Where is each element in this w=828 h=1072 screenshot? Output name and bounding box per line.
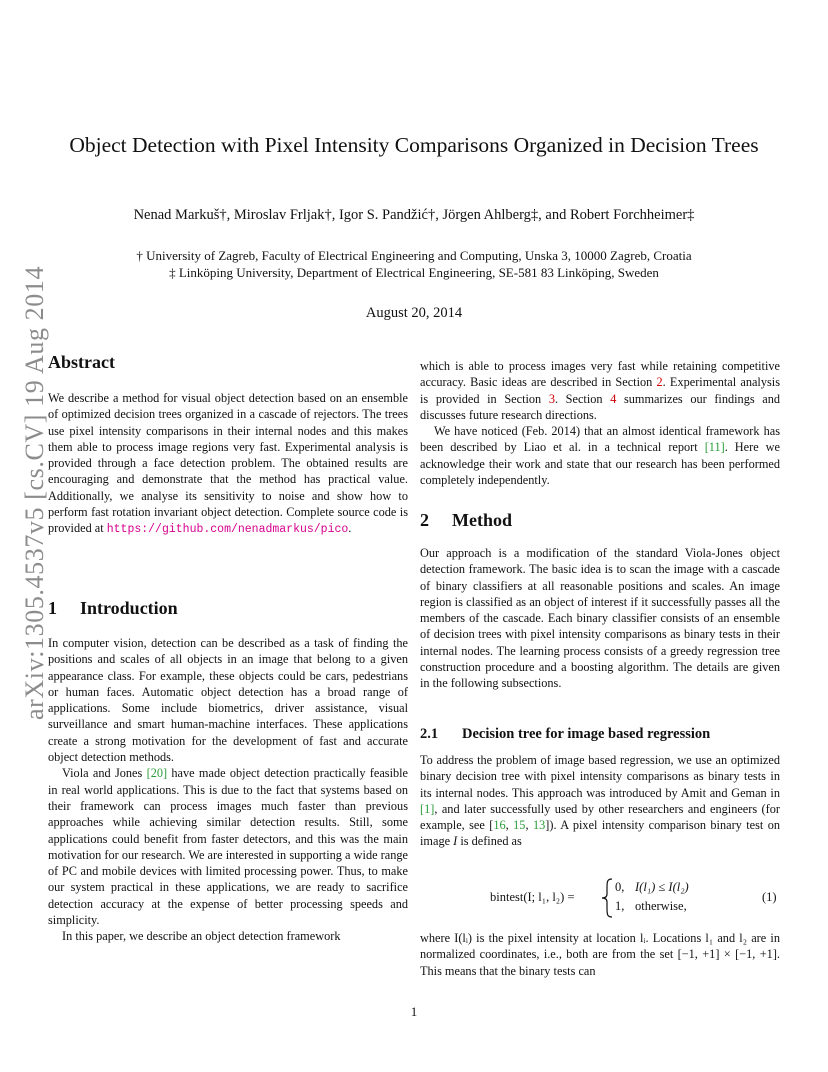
abstract-body [48, 390, 408, 539]
subsection-heading [420, 726, 780, 743]
case-1-value: 0, [615, 880, 625, 894]
affiliation-zagreb: † University of Zagreb, Faculty of Electrical Engineering and Computing, Unska 3, 10000 Zagreb, Croatia [136, 248, 692, 263]
abstract-end: . [348, 521, 352, 536]
paper-title: Object Detection with Pixel Intensity Comparisons Organized in Decision Trees [69, 133, 759, 157]
acknowledgement-paragraph: We have noticed (Feb. 2014) that an almost identical framework has been described by Liao et al. in a technical report [11]. Here we acknowledge their work and state that our research has been performed completely independently. [420, 424, 781, 488]
author-list: Nenad Markuš†, Miroslav Frljak†, Igor S. Pandžić†, Jörgen Ahlberg‡, and Robert Forchheimer‡ [133, 207, 695, 223]
method-heading [420, 510, 780, 531]
bintest-explanation [420, 930, 780, 979]
intro-paragraph-1: In computer vision, detection can be described as a task of finding the positions and scales of all objects in an image that belong to a given appearance class. For example, these objects could be cars, pedestrians or human faces. Automatic object detection has a broad range of applications. Some include biometrics, driver assistance, visual surveillance and smart human-machine interfaces. These applications create a strong motivation for the development of fast and accurate object detection methods. [48, 636, 408, 765]
citation-20[interactable]: [20] [146, 766, 168, 781]
affiliation-linkoping: ‡ Linköping University, Department of Electrical Engineering, SE-581 83 Linköping, Sweden [169, 265, 659, 280]
intro-continuation [420, 358, 780, 488]
image-variable: I [453, 834, 458, 849]
citation-11[interactable]: [11] [704, 440, 725, 455]
section-ref-2[interactable]: 2 [656, 375, 663, 390]
case-2-condition: otherwise, [635, 899, 687, 913]
citation-1[interactable]: [1] [420, 801, 435, 816]
bintest-intro-paragraph: To address the problem of image based regression, we use an optimized binary decision tree with pixel intensity comparisons as binary tests in its internal nodes. This approach was introduced by Amit and Geman in [1], and later successfully used by other researchers and engineers (for example, see [16, 15, 13]). A pixel intensity comparison binary test on image I is defined as [420, 753, 781, 849]
case-1-condition: I(l₁) ≤ I(l₂) [635, 880, 689, 894]
arxiv-identifier-watermark: arXiv:1305.4537v5 [cs.CV] 19 Aug 2014 [20, 265, 49, 720]
method-paragraph: Our approach is a modification of the standard Viola-Jones object detection framework. The basic idea is to scan the image with a cascade of binary classifiers at all reasonable positions and scales. An image region is classified as an object of interest if it successfully passes all the members of the cascade. Each binary classifier consists of an ensemble of decision trees with pixel intensity comparisons as binary tests in their internal nodes. The learning process consists of a greedy regression tree construction procedure and a boosting algorithm. The details are given in the following subsections. [420, 546, 780, 691]
subsection-body [420, 752, 780, 850]
intro-paragraph-3: In this paper, we describe an object detection framework [62, 929, 341, 944]
publication-date: August 20, 2014 [365, 305, 463, 321]
source-code-link[interactable]: https://github.com/nenadmarkus/pico [106, 523, 349, 537]
citation-16[interactable]: 16 [493, 818, 506, 833]
method-title: Method [452, 510, 512, 530]
equation-1 [420, 878, 780, 918]
intro-title: Introduction [80, 598, 178, 618]
roadmap-paragraph: which is able to process images very fast while retaining competitive accuracy. Basic ideas are described in Section 2. Experimental analysis is provided in Section 3. Section 4 summarizes our findings and discusses future research directions. [420, 359, 780, 422]
case-2-value: 1, [615, 899, 625, 913]
brace-icon [601, 878, 613, 918]
equation-lhs: bintest(I; l₁, l₂) = [490, 890, 575, 904]
bintest-paragraph: where I(lᵢ) is the pixel intensity at location lᵢ. Locations l₁ and l₂ are in normalized coordinates, i.e., both are from the set [−1, +1] × [−1, +1]. This means that the binary tests can [420, 931, 780, 978]
intro-number: 1 [48, 598, 57, 618]
equation-number: (1) [762, 890, 777, 904]
citation-13[interactable]: 13 [532, 818, 546, 833]
abstract-heading: Abstract [48, 352, 115, 372]
page-number: 1 [410, 1004, 418, 1019]
introduction-heading [48, 598, 408, 619]
section-ref-4[interactable]: 4 [610, 391, 617, 406]
method-number: 2 [420, 510, 429, 530]
abstract-text: We describe a method for visual object detection based on an ensemble of optimized decision trees organized in a cascade of rejectors. The trees use pixel intensity comparisons in their internal nodes and this makes them able to process image regions very fast. Experimental analysis is provided through a face detection problem. The obtained results are encouraging and demonstrate that the method has practical value. Additionally, we analyse its sensitivity to noise and show how to perform fast rotation invariant object detection. Complete source code is provided at [48, 391, 408, 536]
citation-15[interactable]: 15 [513, 818, 526, 833]
method-body [420, 545, 780, 692]
abstract-section [48, 352, 408, 373]
intro-paragraph-2: Viola and Jones [20] have made object detection practically feasible in real world applications. This is due to the fact that systems based on their framework can process images much faster than previous approaches while achieving similar detection results. Still, some applications could benefit from faster detectors, and this was the main motivation for our research. We are interested in supporting a wide range of PC and mobile devices with limited processing power. Thus, to make our system practical in these applications, we are ready to sacrifice detection accuracy at the expense of better processing speeds and simplicity. [48, 766, 409, 928]
subsection-title: Decision tree for image based regression [462, 726, 711, 742]
subsection-number: 2.1 [420, 726, 439, 742]
introduction-body [48, 635, 408, 945]
section-ref-3[interactable]: 3 [548, 391, 555, 406]
